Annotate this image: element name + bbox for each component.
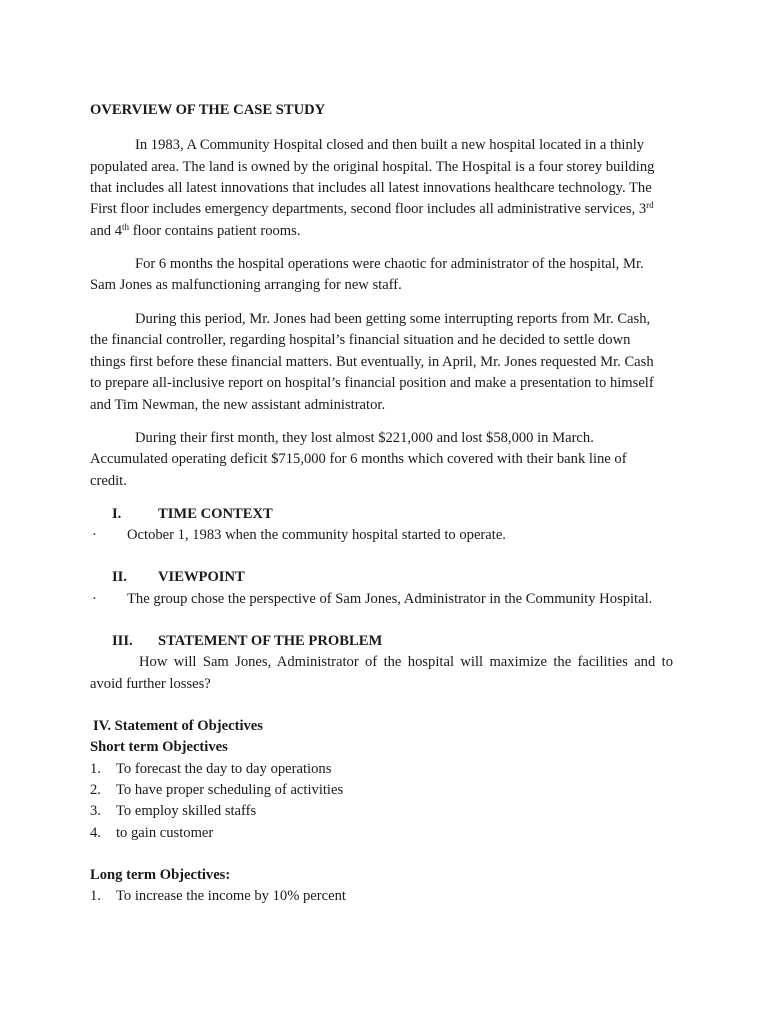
p4-line-2: Accumulated operating deficit $715,000 for 6 months which covered with their bank line of xyxy=(90,451,627,467)
superscript-th: th xyxy=(122,222,130,232)
p2-line-1: For 6 months the hospital operations were chaotic for administrator of the hospital, Mr. xyxy=(135,256,644,272)
list-item-number: 2. xyxy=(90,782,101,798)
section-2-text: The group chose the perspective of Sam Jones, Administrator in the Community Hospital. xyxy=(127,591,653,607)
p1-line-2: populated area. The land is owned by the original hospital. The Hospital is a four storey building xyxy=(90,159,655,175)
list-item-text: to gain customer xyxy=(116,825,214,841)
p1-line-3: that includes all latest innovations that includes all latest innovations healthcare technology. The xyxy=(90,180,652,196)
p3-line-3: things first before these financial matters. But eventually, in April, Mr. Jones requested Mr. Cash xyxy=(90,354,654,370)
short-term-heading: Short term Objectives xyxy=(90,739,228,755)
section-2-title: VIEWPOINT xyxy=(158,569,245,585)
section-4-title: IV. Statement of Objectives xyxy=(93,718,263,734)
section-1-number: I. xyxy=(112,506,122,522)
section-3-number: III. xyxy=(112,633,133,649)
p3-line-2: the financial controller, regarding hospital’s financial situation and he decided to settle down xyxy=(90,332,631,348)
list-item-number: 3. xyxy=(90,803,101,819)
p4-line-3: credit. xyxy=(90,473,127,489)
p1-line-5 xyxy=(90,222,301,240)
section-1-text: October 1, 1983 when the community hospital started to operate. xyxy=(127,527,506,543)
p1-line-5-text-b: floor contains patient rooms. xyxy=(129,223,301,239)
bullet-icon: · xyxy=(92,591,97,607)
list-item-text: To employ skilled staffs xyxy=(116,803,257,819)
superscript-rd: rd xyxy=(646,200,654,210)
doc-title: OVERVIEW OF THE CASE STUDY xyxy=(90,102,326,118)
section-1-title: TIME CONTEXT xyxy=(158,506,273,522)
section-3-title: STATEMENT OF THE PROBLEM xyxy=(158,633,383,649)
list-item-number: 1. xyxy=(90,761,101,777)
long-term-heading: Long term Objectives: xyxy=(90,867,231,883)
p3-line-4: to prepare all-inclusive report on hospital’s financial position and make a presentation to himself xyxy=(90,375,654,391)
p3-line-1: During this period, Mr. Jones had been getting some interrupting reports from Mr. Cash, xyxy=(135,311,651,327)
list-item-text: To increase the income by 10% percent xyxy=(116,888,346,904)
section-3-line-2: avoid further losses? xyxy=(90,676,211,692)
section-2-number: II. xyxy=(112,569,128,585)
list-item-number: 4. xyxy=(90,825,101,841)
p4-line-1: During their first month, they lost almost $221,000 and lost $58,000 in March. xyxy=(135,430,594,446)
list-item-text: To have proper scheduling of activities xyxy=(116,782,344,798)
list-item-text: To forecast the day to day operations xyxy=(116,761,332,777)
p3-line-5: and Tim Newman, the new assistant administrator. xyxy=(90,397,386,413)
p1-line-1: In 1983, A Community Hospital closed and then built a new hospital located in a thinly xyxy=(135,137,645,153)
p2-line-2: Sam Jones as malfunctioning arranging for new staff. xyxy=(90,277,402,293)
bullet-icon: · xyxy=(92,527,97,543)
p1-line-4-text: First floor includes emergency departments, second floor includes all administrative services, 3 xyxy=(90,201,647,217)
p1-line-5-text-a: and 4 xyxy=(90,223,123,239)
section-3-line-1: How will Sam Jones, Administrator of the hospital will maximize the facilities and to xyxy=(139,654,673,670)
p1-line-4 xyxy=(90,200,654,218)
list-item-number: 1. xyxy=(90,888,101,904)
